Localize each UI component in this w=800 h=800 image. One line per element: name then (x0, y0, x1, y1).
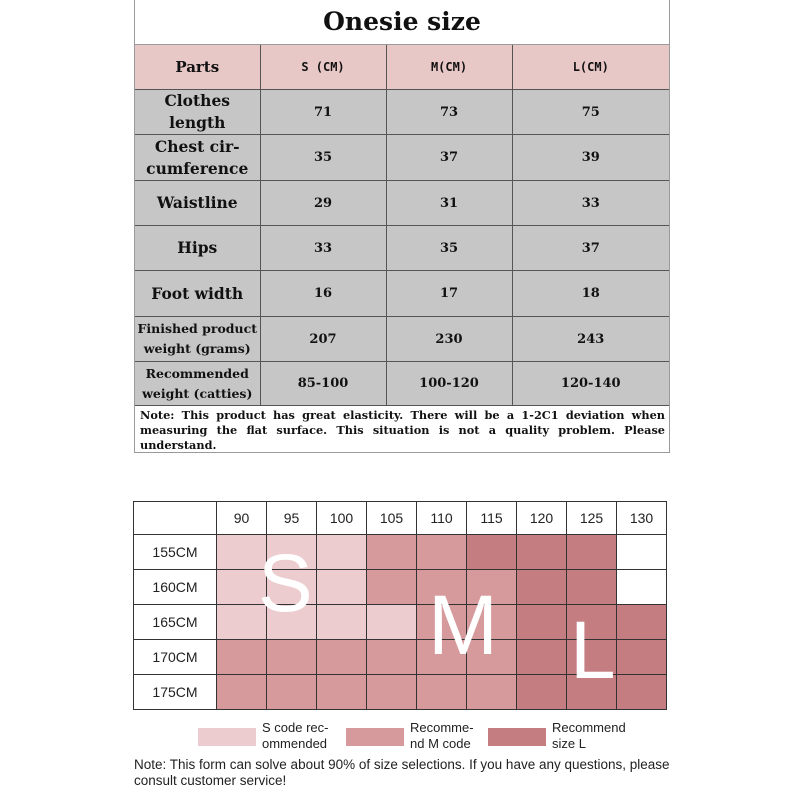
size-cell-m (367, 570, 417, 605)
size-cell-s (367, 605, 417, 640)
weight-header: 125 (567, 502, 617, 535)
legend-swatch-s (198, 728, 256, 746)
row-label-line-1: Recommended (145, 365, 249, 381)
height-label: 160CM (134, 570, 217, 605)
size-letter-m: M (428, 578, 498, 672)
weight-header: 100 (317, 502, 367, 535)
footer-note: Note: This form can solve about 90% of size selections. If you have any questions, please consult customer service! (134, 757, 670, 788)
size-cell-l (617, 675, 667, 710)
size-cell-l (517, 640, 567, 675)
cell-l: 18 (512, 271, 669, 317)
weight-header: 105 (367, 502, 417, 535)
weight-header: 95 (267, 502, 317, 535)
cell-l: 39 (512, 135, 669, 181)
size-letter-s: S (258, 538, 313, 629)
weight-header: 110 (417, 502, 467, 535)
grid-row (134, 535, 667, 570)
table-row (135, 181, 669, 226)
size-cell-m (417, 675, 467, 710)
size-cell-l (567, 570, 617, 605)
header-m: M(CM) (386, 45, 512, 90)
weight-header: 115 (467, 502, 517, 535)
cell-l: 120-140 (512, 362, 669, 406)
legend-m-line-2: nd M code (410, 736, 471, 751)
table-row (135, 90, 669, 135)
cell-m: 230 (386, 317, 512, 362)
row-label (135, 135, 260, 181)
size-cell-m (367, 535, 417, 570)
row-label: Waistline (135, 181, 260, 226)
size-cell-m (267, 640, 317, 675)
size-cell-m (217, 640, 267, 675)
legend-label-s (262, 720, 328, 752)
height-label: 155CM (134, 535, 217, 570)
legend-label-l (552, 720, 626, 752)
header-parts: Parts (135, 45, 260, 90)
row-label-line-2: weight (catties) (142, 385, 253, 401)
size-cell-w (617, 570, 667, 605)
cell-s: 207 (260, 317, 386, 362)
legend-swatch-m (346, 728, 404, 746)
cell-m: 17 (386, 271, 512, 317)
legend-s-line-1: S code rec- (262, 720, 329, 735)
size-cell-l (517, 605, 567, 640)
size-cell-m (267, 675, 317, 710)
row-label: Foot width (135, 271, 260, 317)
elasticity-note: Note: This product has great elasticity. There will be a 1-2C1 deviation when measuring the flat surface. This situation is not a quality problem. Please understand. (135, 406, 669, 452)
row-label (135, 362, 260, 406)
legend-l-line-2: size L (552, 736, 586, 751)
chart-title: Onesie size (135, 0, 669, 45)
cell-s: 85-100 (260, 362, 386, 406)
grid-corner (134, 502, 217, 535)
row-label-line-1: Finished product (137, 321, 257, 336)
row-label-line-1: Chest cir- (154, 136, 240, 156)
row-label (135, 317, 260, 362)
size-cell-w (617, 535, 667, 570)
size-cell-s (317, 535, 367, 570)
size-cell-m (317, 675, 367, 710)
weight-header: 130 (617, 502, 667, 535)
table-row (135, 271, 669, 317)
row-label-line-2: weight (grams) (143, 341, 251, 356)
legend-l-line-1: Recommend (552, 720, 626, 735)
cell-m: 35 (386, 226, 512, 271)
size-cell-l (517, 675, 567, 710)
table-row (135, 317, 669, 362)
size-cell-m (367, 675, 417, 710)
cell-m: 100-120 (386, 362, 512, 406)
cell-s: 29 (260, 181, 386, 226)
cell-l: 243 (512, 317, 669, 362)
table-row (135, 362, 669, 406)
header-s: S (CM) (260, 45, 386, 90)
header-l: L(CM) (512, 45, 669, 90)
cell-s: 71 (260, 90, 386, 135)
size-cell-l (617, 640, 667, 675)
row-label: Clothes length (135, 90, 260, 135)
size-cell-l (467, 535, 517, 570)
height-label: 165CM (134, 605, 217, 640)
size-cell-m (467, 675, 517, 710)
size-cell-m (217, 675, 267, 710)
size-cell-l (517, 570, 567, 605)
cell-l: 75 (512, 90, 669, 135)
cell-s: 35 (260, 135, 386, 181)
weight-header: 90 (217, 502, 267, 535)
height-label: 175CM (134, 675, 217, 710)
size-cell-l (567, 535, 617, 570)
grid-header-row (134, 502, 667, 535)
cell-s: 33 (260, 226, 386, 271)
legend-label-m (410, 720, 474, 752)
size-letter-l: L (570, 605, 616, 696)
row-label: Hips (135, 226, 260, 271)
weight-header: 120 (517, 502, 567, 535)
size-cell-m (367, 640, 417, 675)
size-table-header (135, 45, 669, 90)
cell-m: 73 (386, 90, 512, 135)
row-label-line-2: cumference (146, 158, 249, 178)
cell-s: 16 (260, 271, 386, 317)
size-cell-l (617, 605, 667, 640)
size-cell-s (317, 605, 367, 640)
size-chart (134, 0, 670, 453)
legend-m-line-1: Recommе- (410, 720, 474, 735)
cell-m: 31 (386, 181, 512, 226)
cell-m: 37 (386, 135, 512, 181)
grid-row (134, 570, 667, 605)
table-row (135, 135, 669, 181)
size-cell-m (317, 640, 367, 675)
height-label: 170CM (134, 640, 217, 675)
legend (0, 720, 800, 760)
cell-l: 37 (512, 226, 669, 271)
size-cell-m (417, 535, 467, 570)
size-table (135, 45, 669, 406)
legend-s-line-2: ommended (262, 736, 328, 751)
cell-l: 33 (512, 181, 669, 226)
size-cell-l (517, 535, 567, 570)
size-cell-s (317, 570, 367, 605)
legend-swatch-l (488, 728, 546, 746)
table-row (135, 226, 669, 271)
